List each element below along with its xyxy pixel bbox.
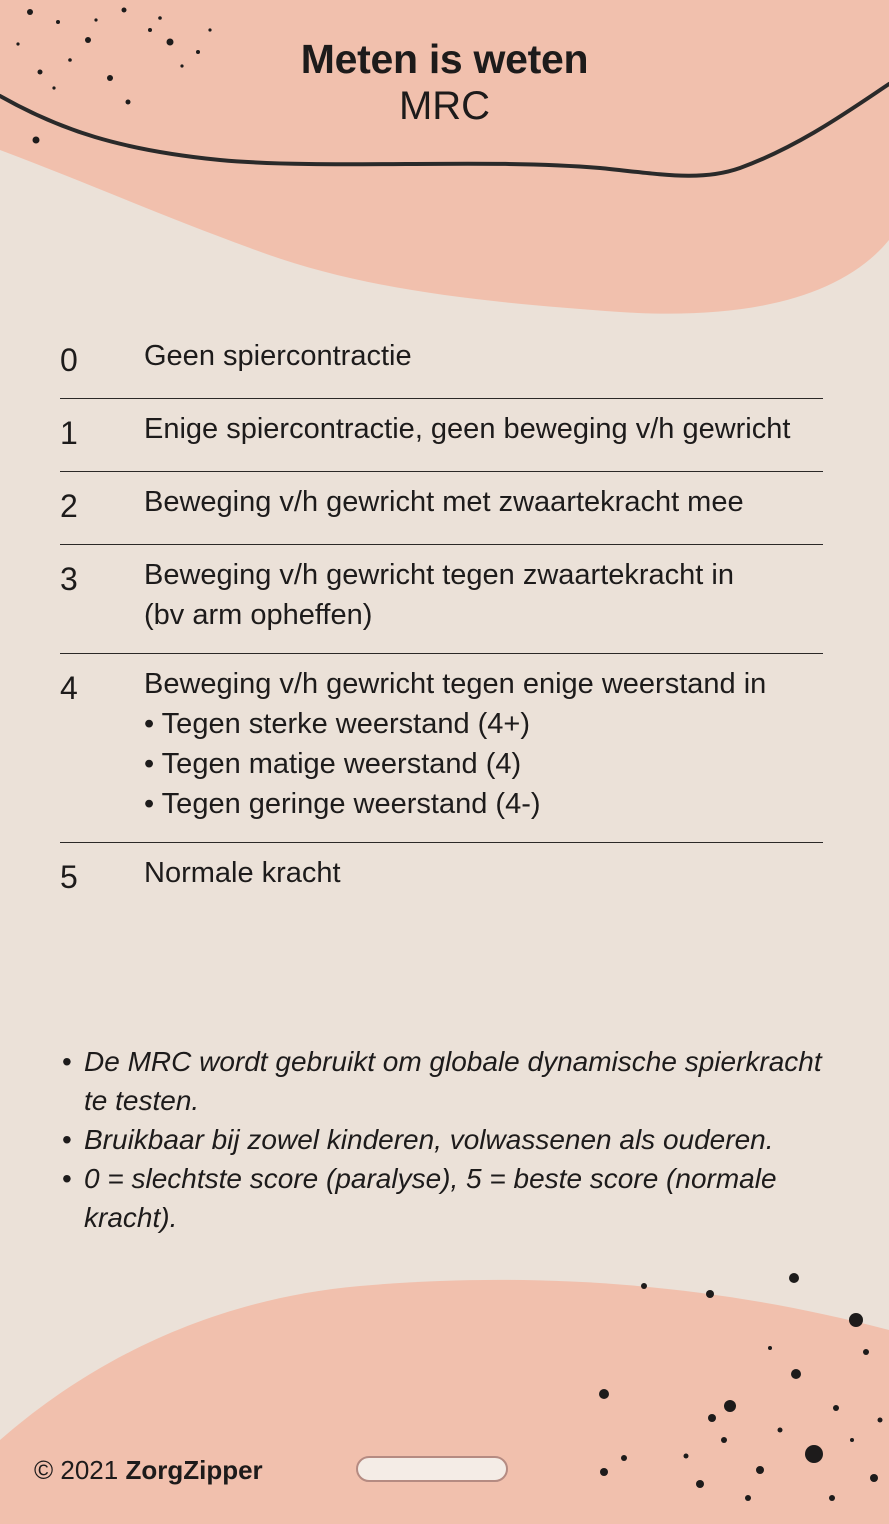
score-value: 5 — [60, 859, 78, 895]
mrc-score-table — [60, 326, 823, 915]
brand-name: ZorgZipper — [125, 1455, 263, 1485]
description-line: Normale kracht — [144, 857, 341, 889]
score-row — [60, 399, 823, 472]
score-value: 4 — [60, 670, 78, 706]
note-text: De MRC wordt gebruikt om globale dynamische spierkracht te testen. — [84, 1046, 822, 1116]
score-value: 1 — [60, 415, 78, 451]
description-line: Enige spiercontractie, geen beweging v/h gewricht — [144, 413, 791, 445]
score-description — [144, 332, 823, 380]
score-row — [60, 326, 823, 399]
copyright-text: © 2021 — [34, 1455, 119, 1485]
score-value: 3 — [60, 561, 78, 597]
note-text: Bruikbaar bij zowel kinderen, volwassenen als ouderen. — [84, 1124, 774, 1155]
score-description — [144, 478, 823, 526]
score-row — [60, 472, 823, 545]
note-item: • Bruikbaar bij zowel kinderen, volwassenen als ouderen. — [62, 1124, 774, 1155]
home-indicator[interactable] — [356, 1456, 508, 1482]
description-line: • Tegen geringe weerstand (4-) — [144, 788, 541, 820]
notes-list — [62, 1042, 822, 1237]
description-line: • Tegen matige weerstand (4) — [144, 748, 522, 780]
score-description — [144, 849, 823, 897]
score-value: 2 — [60, 488, 78, 524]
header — [0, 34, 889, 128]
note-item: • De MRC wordt gebruikt om globale dynamische spierkracht te testen. — [62, 1046, 822, 1116]
note-text: 0 = slechtste score (paralyse), 5 = beste score (normale kracht). — [84, 1163, 777, 1233]
score-row — [60, 654, 823, 843]
footer — [34, 1452, 263, 1488]
description-line: (bv arm opheffen) — [144, 599, 373, 631]
score-description — [144, 660, 823, 824]
description-line: Beweging v/h gewricht tegen enige weerstand in — [144, 668, 767, 700]
score-description — [144, 551, 823, 635]
score-row — [60, 545, 823, 654]
score-description — [144, 405, 823, 453]
description-line: • Tegen sterke weerstand (4+) — [144, 708, 531, 740]
page-subtitle: MRC — [398, 84, 491, 128]
description-line: Beweging v/h gewricht met zwaartekracht mee — [144, 486, 744, 518]
description-line: Geen spiercontractie — [144, 340, 412, 372]
note-item: • 0 = slechtste score (paralyse), 5 = beste score (normale kracht). — [62, 1163, 777, 1233]
score-row — [60, 843, 823, 915]
page-title: Meten is weten — [300, 36, 589, 82]
score-value: 0 — [60, 342, 78, 378]
description-line: Beweging v/h gewricht tegen zwaartekracht in — [144, 559, 734, 591]
